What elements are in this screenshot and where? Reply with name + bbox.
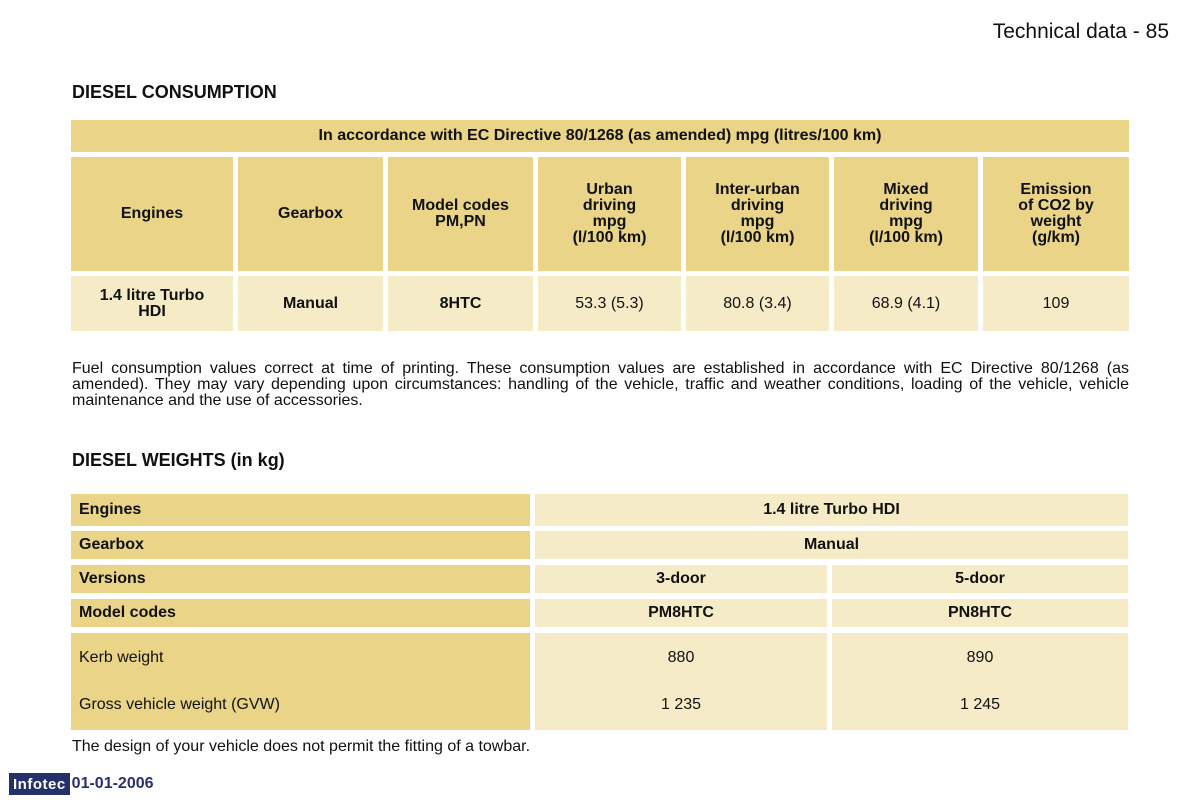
header-urban: Urban driving mpg (l/100 km) (538, 157, 681, 271)
consumption-title: DIESEL CONSUMPTION (72, 82, 277, 102)
directive-header: In accordance with EC Directive 80/1268 (as amended) mpg (litres/100 km) (71, 120, 1129, 152)
row-engine: 1.4 litre Turbo HDI (71, 276, 233, 331)
weights-version-5door: 5-door (832, 565, 1128, 593)
row-emission: 109 (983, 276, 1129, 331)
weights-engines-value: 1.4 litre Turbo HDI (535, 494, 1128, 526)
row-interurban: 80.8 (3.4) (686, 276, 829, 331)
header-interurban: Inter-urban driving mpg (l/100 km) (686, 157, 829, 271)
weights-title: DIESEL WEIGHTS (in kg) (72, 450, 285, 470)
weights-versions-label: Versions (71, 565, 530, 593)
kerb-weight-3door: 880 (667, 649, 695, 666)
weights-gearbox-label: Gearbox (71, 531, 530, 559)
footer-date: 01-01-2006 (71, 775, 154, 792)
header-emission: Emission of CO2 by weight (g/km) (983, 157, 1129, 271)
header-gearbox: Gearbox (238, 157, 383, 271)
header-model-codes: Model codes PM,PN (388, 157, 533, 271)
row-gearbox: Manual (238, 276, 383, 331)
consumption-note: Fuel consumption values correct at time of printing. These consumption values are established in accordance with EC Directive 80/1268 (as amended). They may vary depending upon circumstances: handling of the vehicle, traffic and weather conditions, loading of the vehicle, vehicle maintenance and the use of accessories. (72, 360, 1129, 409)
row-mixed: 68.9 (4.1) (834, 276, 978, 331)
row-urban: 53.3 (5.3) (538, 276, 681, 331)
gvw-5door: 1 245 (959, 696, 1001, 713)
header-engines: Engines (71, 157, 233, 271)
header-mixed: Mixed driving mpg (l/100 km) (834, 157, 978, 271)
kerb-weight-label: Kerb weight (79, 649, 164, 666)
gvw-label: Gross vehicle weight (GVW) (79, 696, 280, 713)
weights-gearbox-value: Manual (535, 531, 1128, 559)
footer (9, 773, 154, 795)
row-model-code: 8HTC (388, 276, 533, 331)
infotec-logo: Infotec (9, 773, 70, 795)
kerb-weight-5door: 890 (966, 649, 994, 666)
weights-version-3door: 3-door (535, 565, 827, 593)
towbar-note: The design of your vehicle does not permit the fitting of a towbar. (72, 738, 531, 755)
weights-model-code-5door: PN8HTC (832, 599, 1128, 627)
weights-model-code-3door: PM8HTC (535, 599, 827, 627)
page-header: Technical data - 85 (992, 20, 1169, 43)
gvw-3door: 1 235 (660, 696, 702, 713)
weights-model-codes-label: Model codes (71, 599, 530, 627)
weights-engines-label: Engines (71, 494, 530, 526)
